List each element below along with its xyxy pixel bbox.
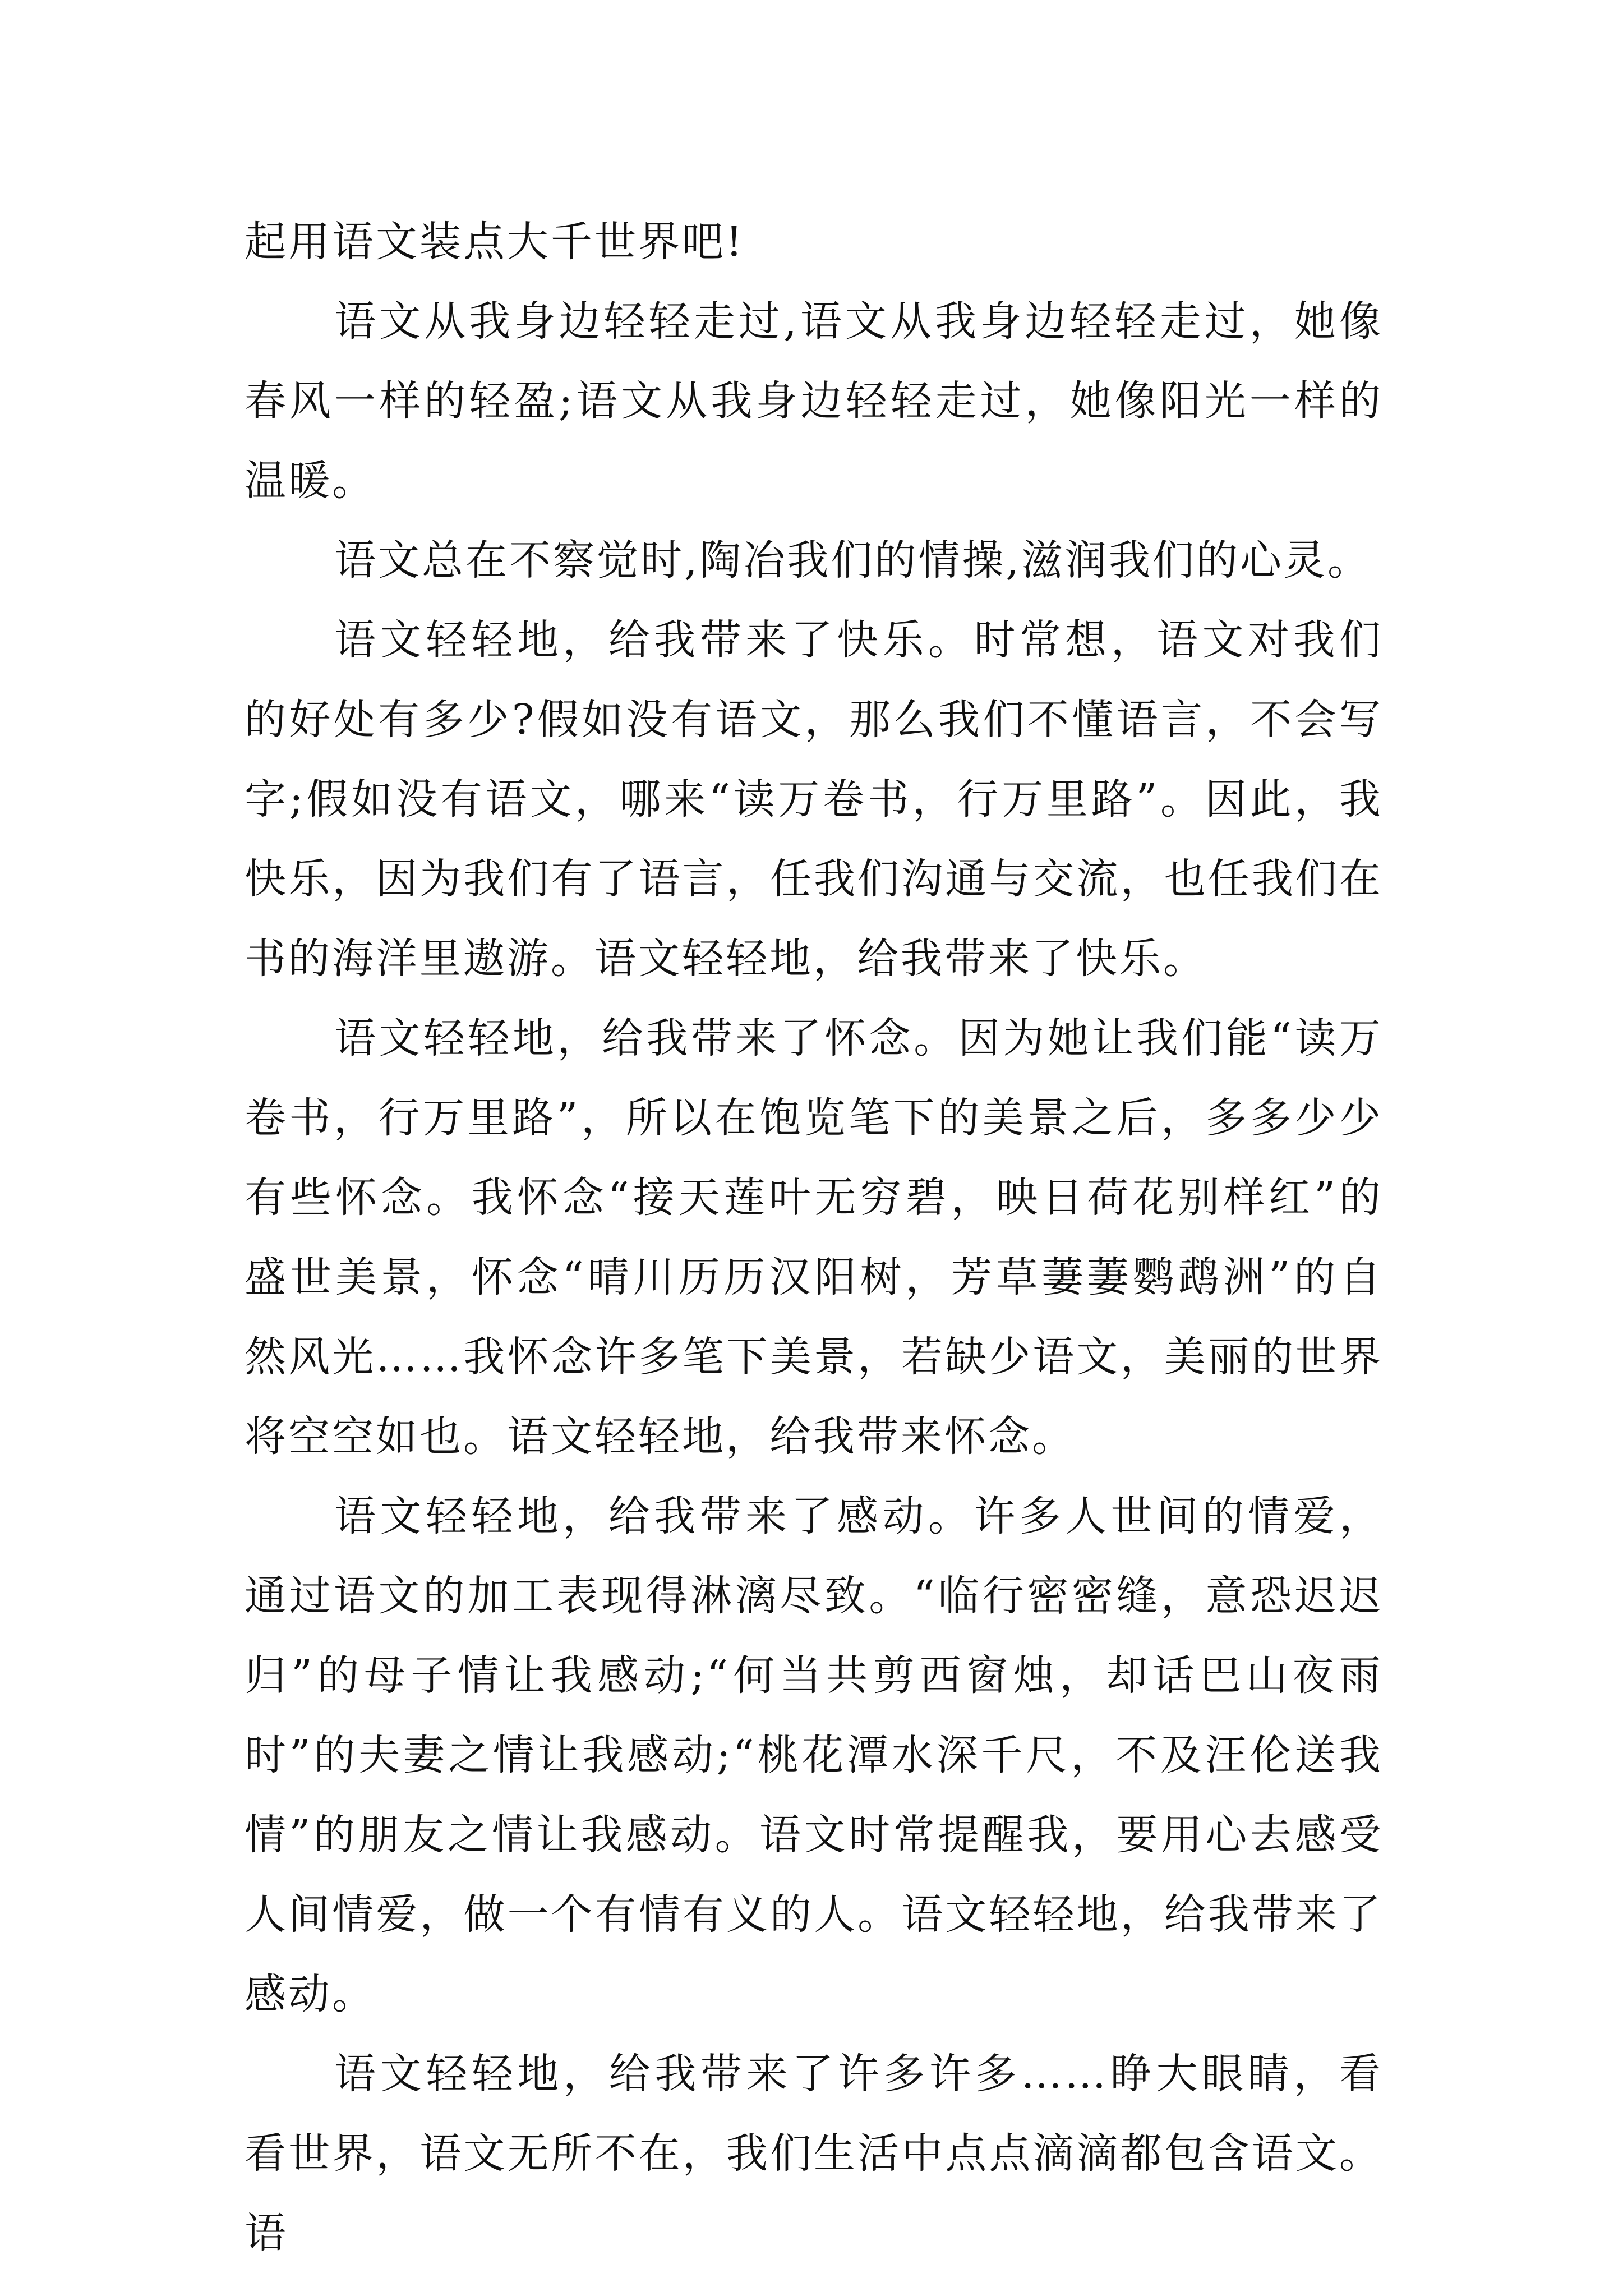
paragraph-happiness: 语文轻轻地，给我带来了快乐。时常想，语文对我们的好处有多少?假如没有语文，那么我们不懂语言，不会写字;假如没有语文，哪来“读万卷书，行万里路”。因此，我快乐，因为我们有了语言，任我们沟通与交流，也任我们在书的海洋里遨游。语文轻轻地，给我带来了快乐。 [245,616,1383,983]
paragraph-continuation: 起用语文装点大千世界吧! [245,218,745,266]
paragraph-touched: 语文轻轻地，给我带来了感动。许多人世间的情爱，通过语文的加工表现得淋漓尽致。“临行密密缝，意恐迟迟归”的母子情让我感动;“何当共剪西窗烛，却话巴山夜雨时”的夫妻之情让我感动;“桃花潭水深千尺，不及汪伦送我情”的朋友之情让我感动。语文时常提醒我，要用心去感受人间情爱，做一个有情有义的人。语文轻轻地，给我带来了感动。 [245,1492,1383,2018]
paragraph-everywhere: 语文轻轻地，给我带来了许多许多……睁大眼睛，看看世界，语文无所不在，我们生活中点点滴滴都包含语文。语 [245,2050,1383,2257]
document-body [245,202,1383,2273]
paragraph-nostalgia: 语文轻轻地，给我带来了怀念。因为她让我们能“读万卷书，行万里路”，所以在饱览笔下的美景之后，多多少少有些怀念。我怀念“接天莲叶无穷碧，映日荷花别样红”的盛世美景，怀念“晴川历历汉阳树，芳草萋萋鹦鹉洲”的自然风光……我怀念许多笔下美景，若缺少语文，美丽的世界将空空如也。语文轻轻地，给我带来怀念。 [245,1014,1383,1461]
paragraph-spring-sunshine: 语文从我身边轻轻走过,语文从我身边轻轻走过，她像春风一样的轻盈;语文从我身边轻轻走过，她像阳光一样的温暖。 [245,297,1383,505]
paragraph-nourish-soul: 语文总在不察觉时,陶冶我们的情操,滋润我们的心灵。 [334,536,1372,585]
